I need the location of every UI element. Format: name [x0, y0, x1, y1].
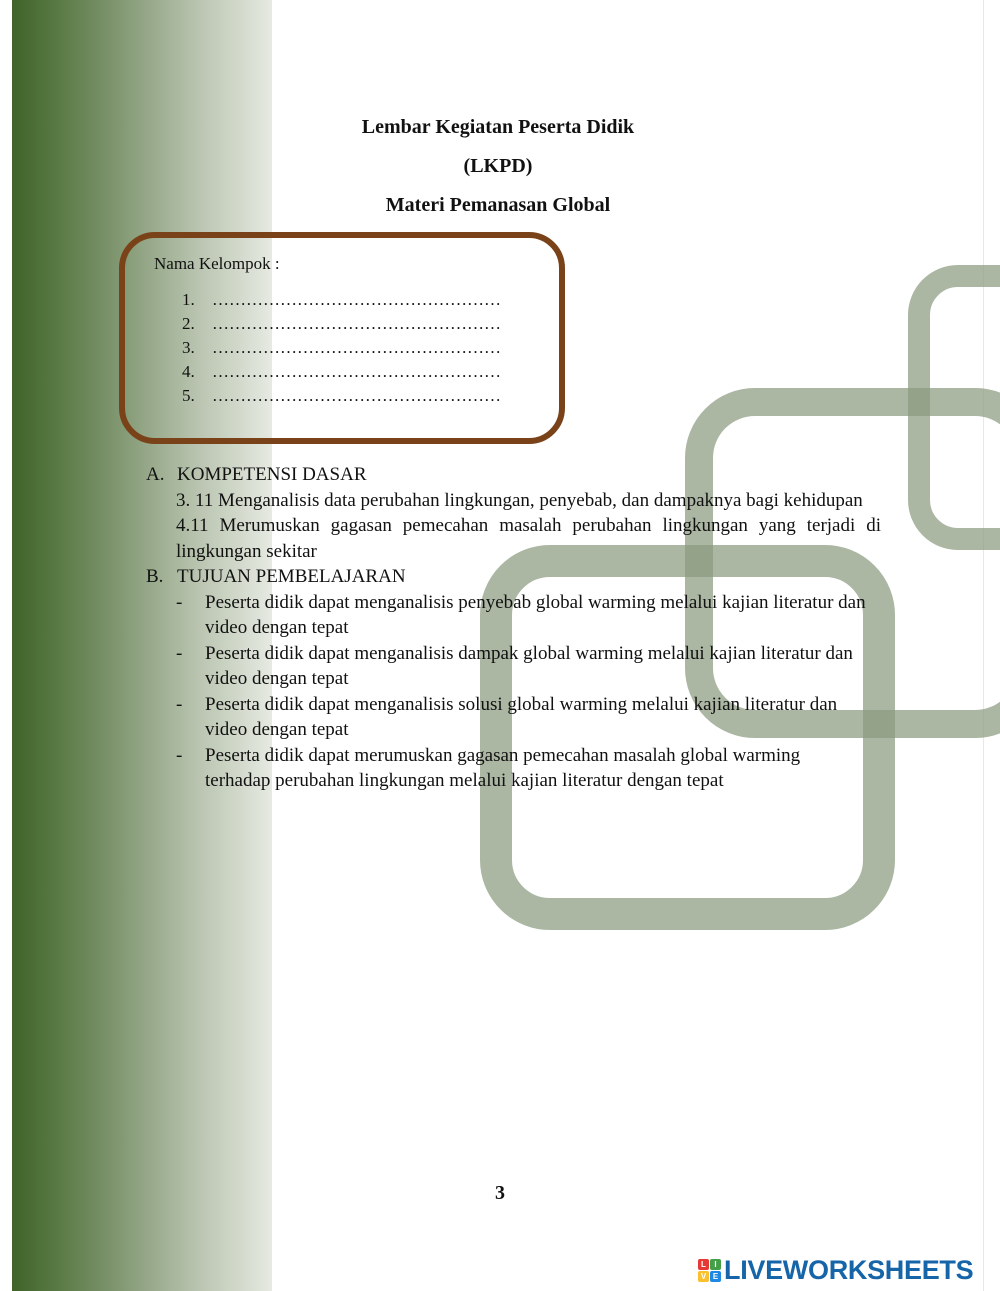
objective-item: - Peserta didik dapat menganalisis penyebab global warming melalui kajian literatur dan video dengan tepat: [176, 591, 866, 638]
competency-item: 4.11 Merumuskan gagasan pemecahan masalah perubahan lingkungan yang terjadi di lingkungan sekitar: [176, 515, 881, 562]
member-entry[interactable]: 2. ……………………………………………: [182, 314, 501, 333]
worksheet-subject: Materi Pemanasan Global: [385, 194, 611, 216]
worksheet-title: Lembar Kegiatan Peserta Didik: [361, 116, 635, 138]
member-entry[interactable]: 4. ……………………………………………: [182, 362, 501, 381]
group-member-list: [182, 288, 501, 408]
member-entry[interactable]: 1. ……………………………………………: [182, 290, 501, 309]
page-number: 3: [495, 1182, 505, 1204]
competency-item: 3. 11 Menganalisis data perubahan lingkungan, penyebab, dan dampaknya bagi kehidupan: [176, 489, 863, 511]
decorative-rounded-square-small: [908, 265, 1000, 550]
worksheet-abbreviation: (LKPD): [463, 155, 533, 177]
section-heading-kompetensi: A. KOMPETENSI DASAR: [146, 464, 367, 485]
liveworksheets-logo: [698, 1255, 973, 1285]
objective-item: - Peserta didik dapat merumuskan gagasan pemecahan masalah global warming terhadap perubahan lingkungan melalui kajian literatur dengan tepat: [176, 744, 801, 791]
objective-item: - Peserta didik dapat menganalisis solusi global warming melalui kajian literatur dan video dengan tepat: [176, 693, 838, 740]
liveworksheets-wordmark: LIVEWORKSHEETS: [724, 1254, 974, 1285]
member-entry[interactable]: 3. ……………………………………………: [182, 338, 501, 357]
objective-item: - Peserta didik dapat menganalisis dampak global warming melalui kajian literatur dan video dengan tepat: [176, 642, 853, 689]
worksheet-content: [146, 462, 881, 794]
group-name-label: Nama Kelompok :: [154, 254, 280, 273]
section-heading-tujuan: B. TUJUAN PEMBELAJARAN: [146, 566, 406, 587]
member-entry[interactable]: 5. ……………………………………………: [182, 386, 501, 405]
liveworksheets-badge-icon: L I V E: [698, 1259, 721, 1282]
